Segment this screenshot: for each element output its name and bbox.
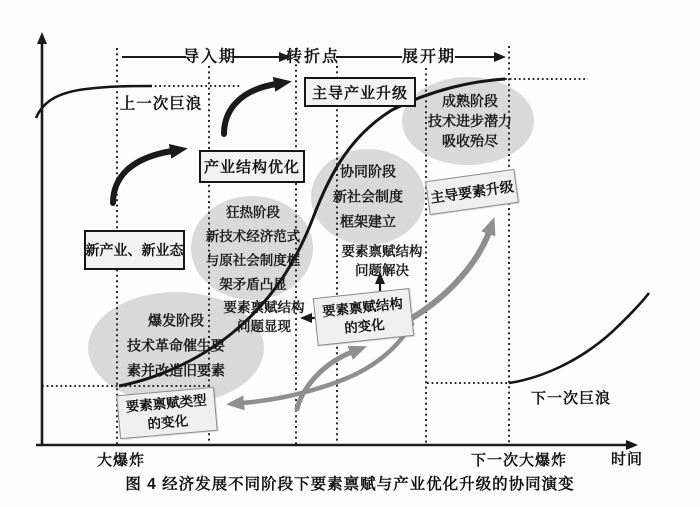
maturity-stage-text — [428, 91, 512, 151]
label-intro-period: 导入期 — [182, 48, 238, 66]
endowment-type-change-line-2: 的变化 — [147, 413, 189, 432]
box-leading-industry-upgrade: 主导产业升级 — [304, 77, 416, 107]
label-next-wave: 下一次巨浪 — [530, 390, 612, 407]
problem-appear-line-1: 要素禀赋结构 — [223, 300, 305, 315]
synergy-stage-text — [333, 160, 403, 235]
frenzy-line-1: 狂热阶段 — [226, 205, 280, 220]
figure-caption: 图 4 经济发展不同阶段下要素禀赋与产业优化升级的协同演变 — [125, 476, 575, 493]
upgrade-arrow-to-structure-optimization — [113, 151, 172, 203]
label-next-big-bang: 下一次大爆炸 — [470, 452, 568, 469]
box-leading-factor-upgrade: 主导要素升级 — [425, 169, 519, 215]
label-turning-point: 转折点 — [285, 48, 341, 66]
maturity-line-3: 吸收殆尽 — [442, 133, 498, 149]
box-endowment-structure-change — [313, 288, 414, 346]
endowment-structure-change-line-1: 要素禀赋结构 — [321, 295, 404, 320]
frenzy-line-3: 与原社会制度框 — [205, 253, 301, 268]
frenzy-line-4: 架矛盾凸显 — [219, 277, 287, 292]
problem-appear-line-2: 问题显现 — [237, 319, 291, 334]
synergy-line-1: 协同阶段 — [340, 163, 396, 180]
label-big-bang: 大爆炸 — [96, 452, 146, 469]
label-time-axis: 时间 — [610, 451, 644, 468]
problem-solved-line-2: 问题解决 — [355, 263, 409, 278]
box-endowment-type-change — [116, 387, 217, 439]
upgrade-arrow-to-leading-industry — [224, 84, 276, 134]
maturity-line-2: 技术进步潜力 — [428, 113, 512, 129]
frenzy-stage-text — [206, 201, 301, 297]
box-industrial-structure-optimization: 产业结构优化 — [199, 150, 305, 183]
next-wave-curve — [509, 293, 649, 383]
frenzy-line-2: 新技术经济范式 — [205, 229, 301, 244]
gray-arrow-to-leading-factor-upgrade — [412, 232, 489, 318]
synergy-line-2: 新社会制度 — [333, 188, 403, 205]
endowment-structure-change-line-2: 的变化 — [343, 316, 386, 337]
eruption-line-2: 技术革命催生要 — [127, 337, 225, 354]
endowment-type-change-line-1: 要素禀赋类型 — [125, 392, 208, 415]
synergy-line-3: 框架建立 — [340, 213, 396, 230]
note-problem-solved — [342, 242, 423, 280]
label-expansion-period: 展开期 — [401, 48, 457, 66]
label-previous-wave: 上一次巨浪 — [119, 95, 203, 113]
note-problem-appear — [224, 298, 305, 336]
eruption-stage-text — [127, 309, 225, 384]
eruption-line-3: 素并改造旧要素 — [127, 362, 225, 379]
maturity-line-1: 成熟阶段 — [442, 93, 498, 109]
box-new-industry: 新产业、新业态 — [84, 230, 185, 270]
problem-solved-line-1: 要素禀赋结构 — [341, 244, 423, 259]
eruption-line-1: 爆发阶段 — [148, 312, 204, 329]
